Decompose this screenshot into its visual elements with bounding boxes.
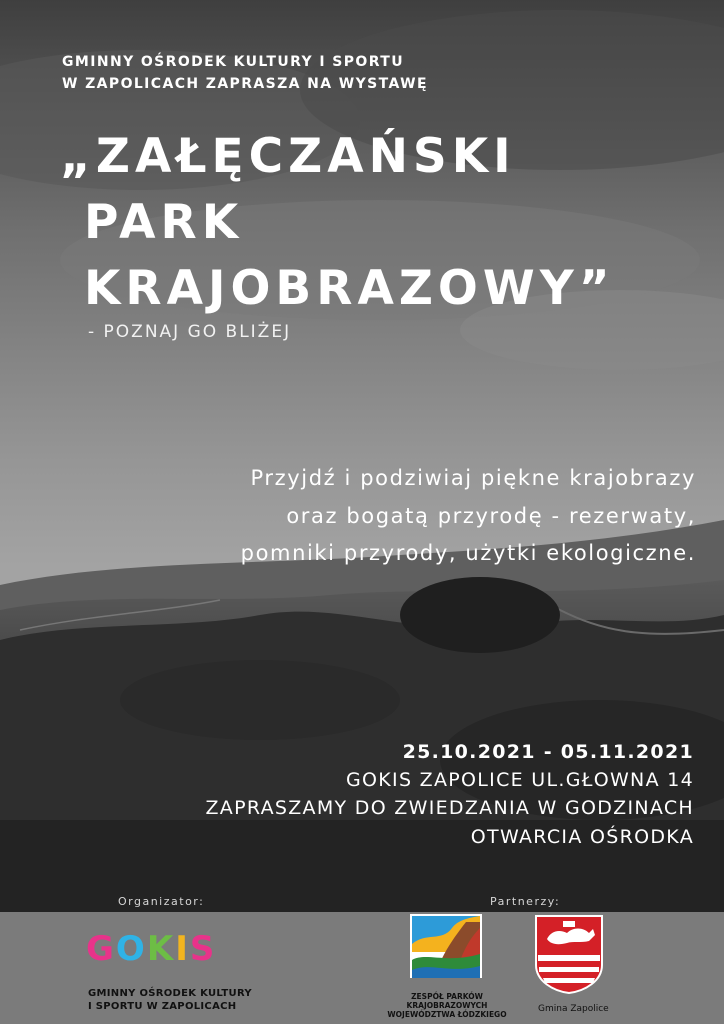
event-invite-line-1: ZAPRASZAMY DO ZWIEDZANIA W GODZINACH bbox=[205, 797, 694, 819]
header-line-1: GMINNY OŚRODEK KULTURY I SPORTU bbox=[62, 54, 404, 70]
event-dates: 25.10.2021 - 05.11.2021 bbox=[402, 741, 694, 763]
description-line-3: pomniki przyrody, użytki ekologiczne. bbox=[240, 541, 696, 565]
gokis-subtitle-line-2: I SPORTU W ZAPOLICACH bbox=[88, 1001, 237, 1012]
gokis-letter-g: G bbox=[86, 929, 116, 969]
gokis-letter-o: O bbox=[115, 929, 147, 969]
zpk-line-3: WOJEWÓDZTWA ŁÓDZKIEGO bbox=[387, 1010, 507, 1019]
gokis-subtitle-line-1: GMINNY OŚRODEK KULTURY bbox=[88, 988, 252, 999]
gmina-coat-of-arms-icon bbox=[533, 913, 605, 995]
description-line-2: oraz bogatą przyrodę - rezerwaty, bbox=[286, 504, 696, 528]
zpk-logo-icon bbox=[406, 912, 486, 980]
organizer-label: Organizator: bbox=[118, 895, 205, 908]
partners-label: Partnerzy: bbox=[490, 895, 561, 908]
gokis-letter-s: S bbox=[189, 929, 217, 969]
zpk-line-1: ZESPÓŁ PARKÓW bbox=[411, 992, 483, 1001]
description-line-1: Przyjdź i podziwiaj piękne krajobrazy bbox=[250, 466, 696, 490]
title-line-2: PARK bbox=[84, 195, 244, 250]
gmina-label: Gmina Zapolice bbox=[538, 1004, 609, 1014]
zpk-logo-text bbox=[372, 992, 522, 1019]
header-line-2: W ZAPOLICACH ZAPRASZA NA WYSTAWĘ bbox=[62, 76, 428, 92]
title-line-1: „ZAŁĘCZAŃSKI bbox=[60, 129, 516, 184]
gokis-logo bbox=[86, 929, 216, 969]
gokis-letter-i: I bbox=[175, 929, 190, 969]
zpk-line-2: KRAJOBRAZOWYCH bbox=[406, 1001, 488, 1010]
event-address: GOKIS ZAPOLICE UL.GŁOWNA 14 bbox=[346, 769, 694, 791]
subtitle: - POZNAJ GO BLIŻEJ bbox=[88, 322, 292, 342]
title-line-3: KRAJOBRAZOWY” bbox=[84, 261, 615, 316]
gokis-letter-k: K bbox=[146, 929, 176, 969]
event-invite-line-2: OTWARCIA OŚRODKA bbox=[470, 826, 694, 848]
